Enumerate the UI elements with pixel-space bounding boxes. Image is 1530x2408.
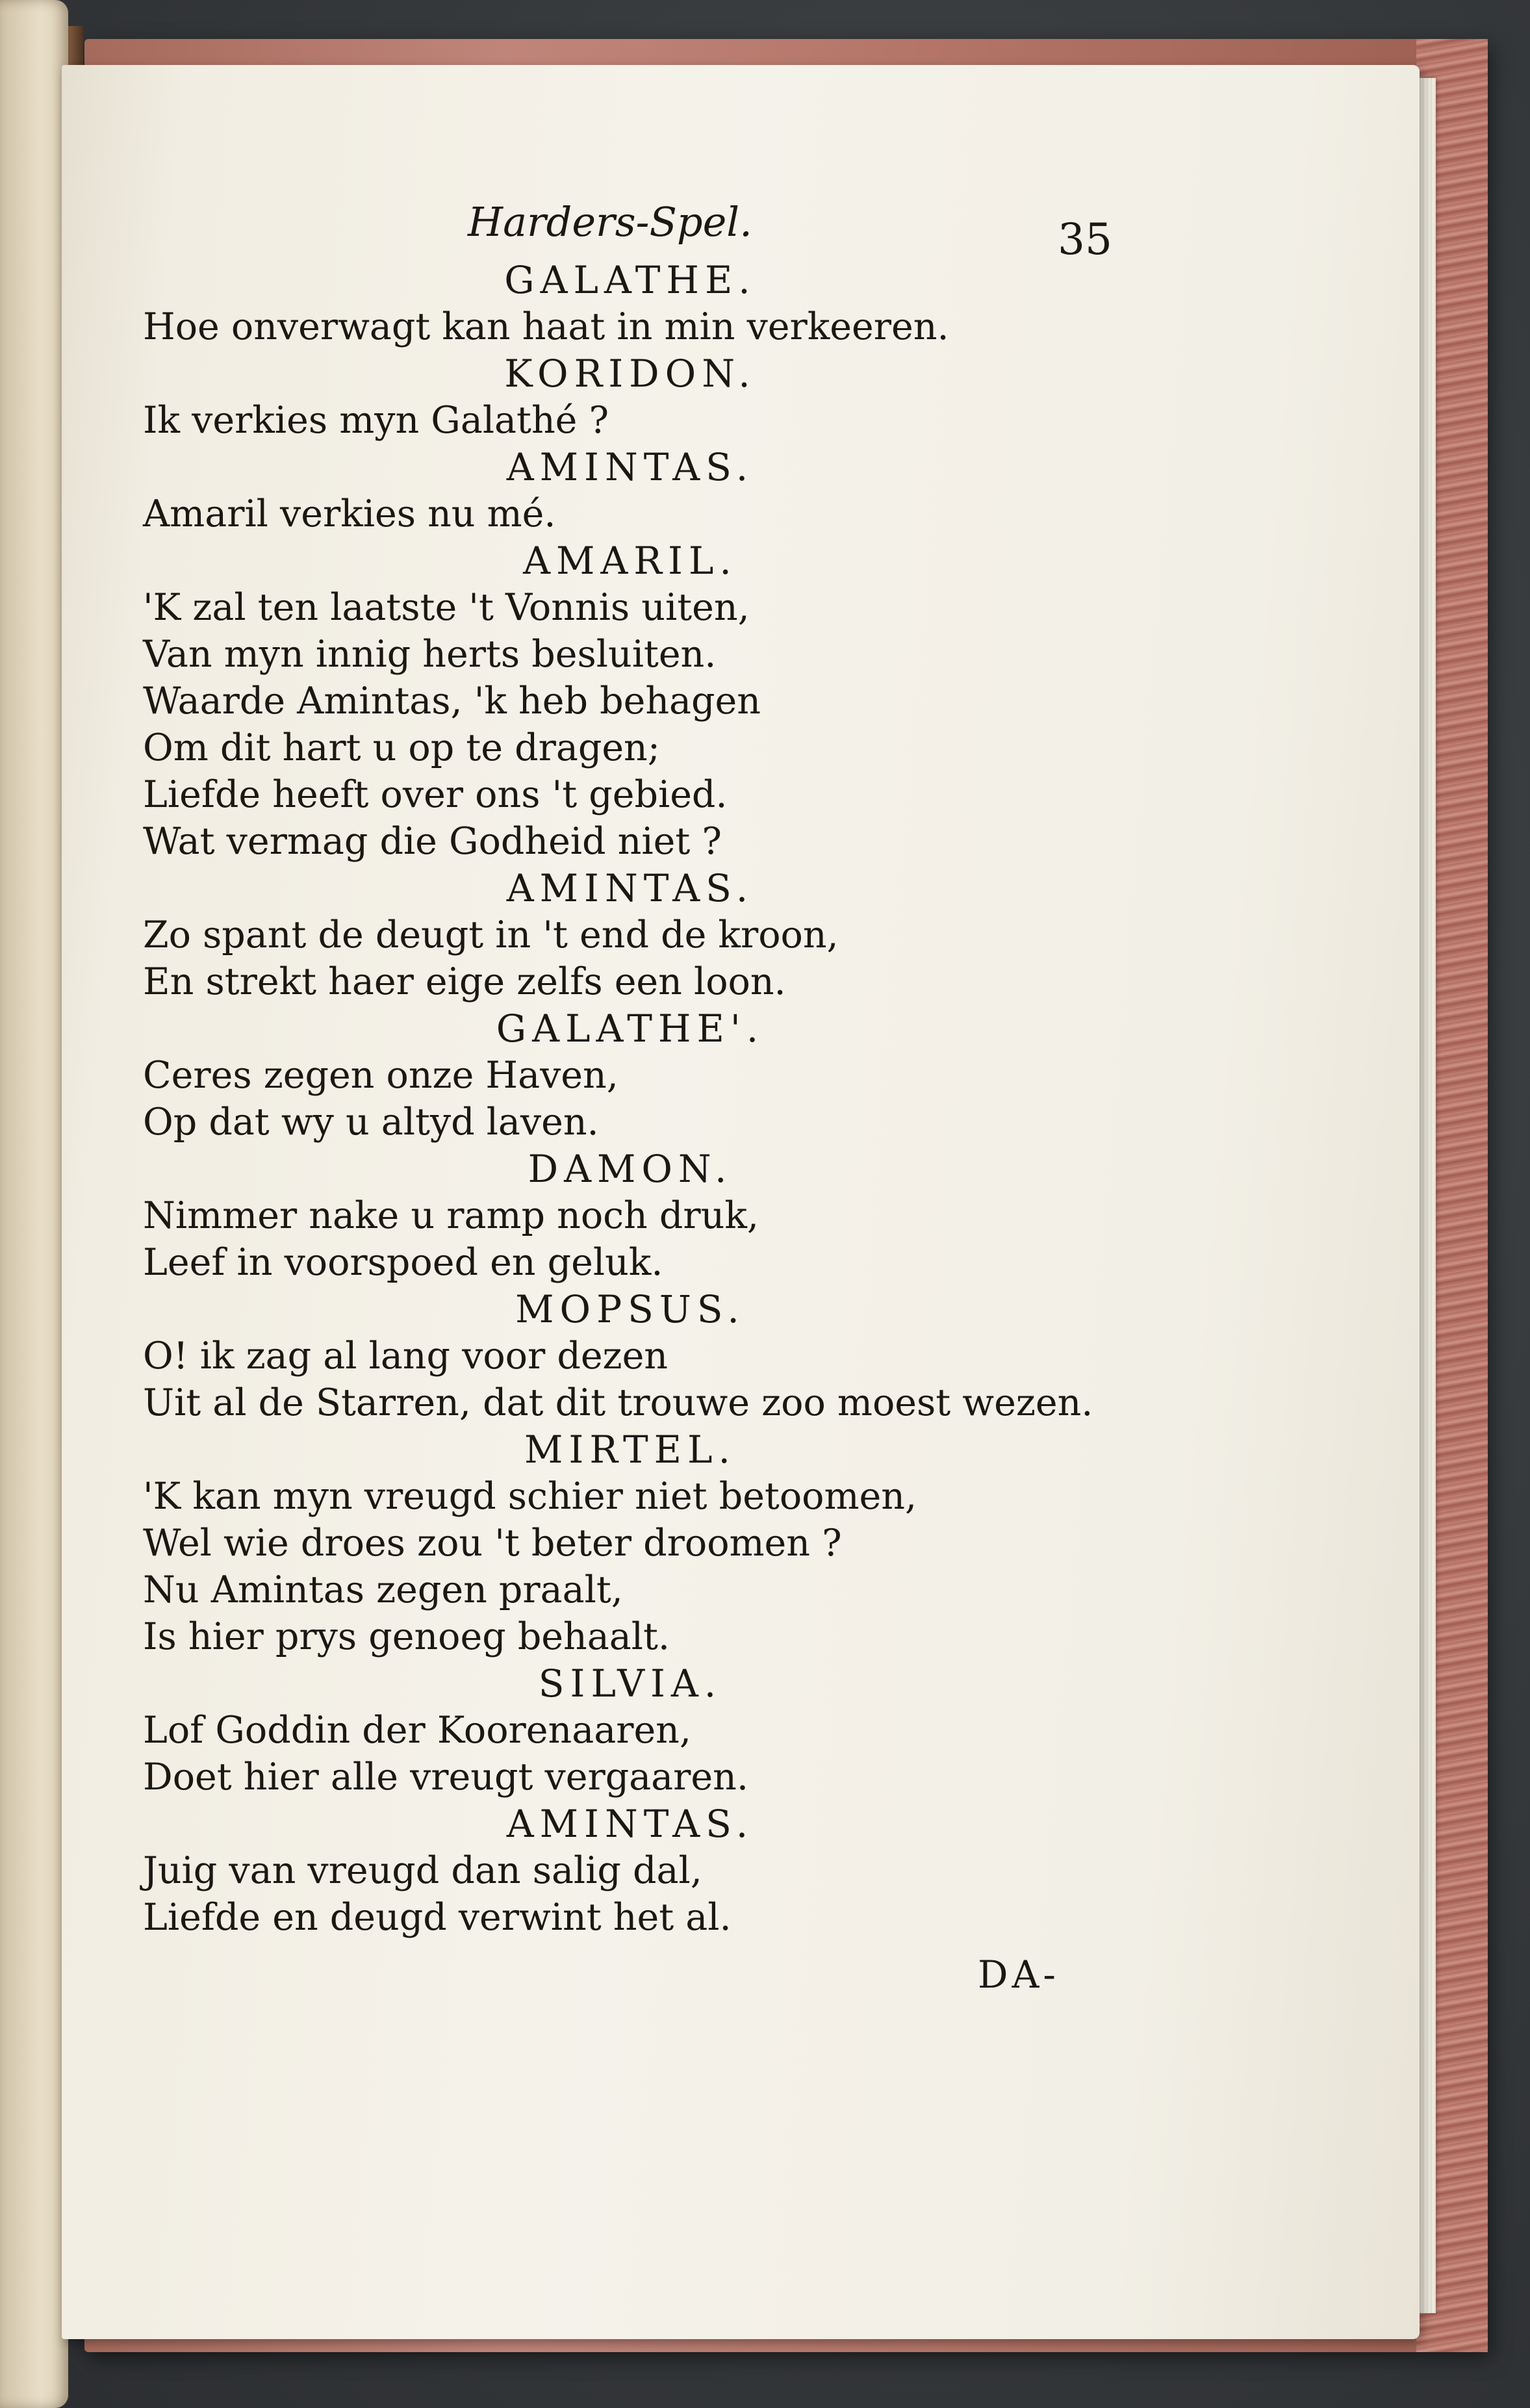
verse-line: Waarde Amintas, 'k heb behagen xyxy=(143,680,761,723)
verse-line: Liefde en deugd verwint het al. xyxy=(143,1896,732,1939)
running-head: Harders-Spel. xyxy=(468,198,752,246)
verse-line: Ceres zegen onze Haven, xyxy=(143,1054,618,1097)
verse-line: Amaril verkies nu mé. xyxy=(143,493,556,535)
verse-line: Is hier prys genoeg behaalt. xyxy=(143,1615,670,1658)
speaker-name: AMARIL. xyxy=(523,539,737,583)
verse-line: Nimmer nake u ramp noch druk, xyxy=(143,1194,759,1237)
verse-line: Ik verkies myn Galathé ? xyxy=(143,399,609,442)
verse-line: Hoe onverwagt kan haat in min verkeeren. xyxy=(143,305,949,348)
speaker-name: GALATHE. xyxy=(504,258,756,302)
verse-line: Wat vermag die Godheid niet ? xyxy=(143,820,722,863)
verse-line: 'K zal ten laatste 't Vonnis uiten, xyxy=(143,586,750,629)
speaker-name: SILVIA. xyxy=(538,1661,722,1706)
verse-line: Juig van vreugd dan salig dal, xyxy=(143,1849,702,1892)
verse-line: Nu Amintas zegen praalt, xyxy=(143,1569,623,1611)
verse-line: Van myn innig herts besluiten. xyxy=(143,633,717,676)
speaker-name: MOPSUS. xyxy=(515,1287,745,1331)
speaker-name: AMINTAS. xyxy=(506,1802,754,1846)
verse-line: Doet hier alle vreugt vergaaren. xyxy=(143,1756,748,1799)
verse-line: Om dit hart u op te dragen; xyxy=(143,726,660,769)
verse-line: Leef in voorspoed en geluk. xyxy=(143,1241,663,1284)
speaker-name: MIRTEL. xyxy=(524,1428,736,1472)
speaker-name: AMINTAS. xyxy=(506,445,754,489)
speaker-name: KORIDON. xyxy=(504,352,756,396)
left-page-edge xyxy=(0,0,68,2408)
verse-line: Liefde heeft over ons 't gebied. xyxy=(143,773,728,816)
verse-line: Zo spant de deugt in 't end de kroon, xyxy=(143,914,839,956)
verse-line: Uit al de Starren, dat dit trouwe zoo moest wezen. xyxy=(143,1381,1093,1424)
speaker-name: AMINTAS. xyxy=(506,866,754,910)
catchword: DA- xyxy=(978,1953,1060,1997)
play-text xyxy=(143,257,1117,1941)
verse-line: En strekt haer eige zelfs een loon. xyxy=(143,960,786,1003)
verse-line: Op dat wy u altyd laven. xyxy=(143,1101,599,1144)
verse-line: O! ik zag al lang voor dezen xyxy=(143,1335,669,1377)
speaker-name: DAMON. xyxy=(528,1147,733,1191)
verse-line: 'K kan myn vreugd schier niet betoomen, xyxy=(143,1475,917,1518)
page-number: 35 xyxy=(1058,214,1112,264)
speaker-name: GALATHE'. xyxy=(496,1006,765,1051)
verse-line: Lof Goddin der Koorenaaren, xyxy=(143,1709,692,1752)
verse-line: Wel wie droes zou 't beter droomen ? xyxy=(143,1522,842,1565)
